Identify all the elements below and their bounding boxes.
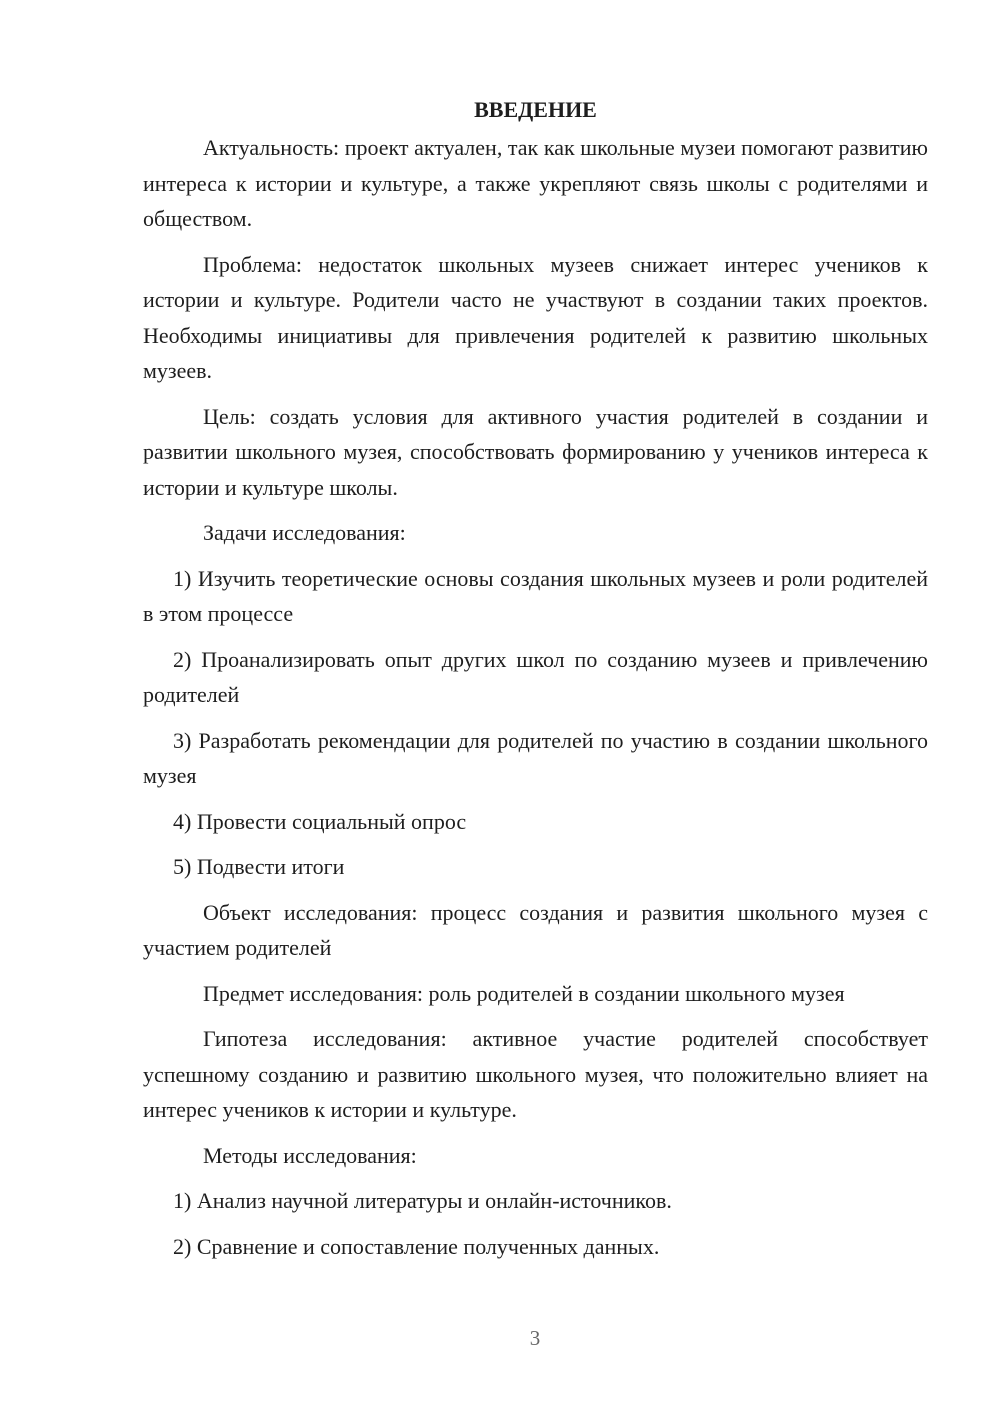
paragraph-goal: Цель: создать условия для активного участия родителей в создании и развитии школьного музея, способствовать формированию у учеников интереса к истории и культуре школы. bbox=[143, 403, 928, 500]
paragraph-hypothesis: Гипотеза исследования: активное участие родителей способствует успешному созданию и развитию школьного музея, что положительно влияет на интерес учеников к истории и культуре. bbox=[143, 1026, 928, 1122]
paragraph-object: Объект исследования: процесс создания и развития школьного музея с участием родителей bbox=[143, 899, 928, 960]
task-item-1: 1) Изучить теоретические основы создания школьных музеев и роли родителей в этом процессе bbox=[143, 565, 928, 626]
paragraph-tasks-heading: Задачи исследования: bbox=[203, 520, 406, 545]
section-title: ВВЕДЕНИЕ bbox=[474, 97, 597, 122]
paragraph-methods-heading: Методы исследования: bbox=[203, 1142, 417, 1168]
task-item-3: 3) Разработать рекомендации для родителей по участию в создании школьного музея bbox=[143, 727, 928, 788]
task-item-5: 5) Подвести итоги bbox=[173, 854, 345, 879]
method-item-2: 2) Сравнение и сопоставление полученных данных. bbox=[173, 1233, 660, 1259]
task-item-4: 4) Провести социальный опрос bbox=[173, 808, 467, 834]
page-content bbox=[143, 92, 928, 1274]
page-number: 3 bbox=[529, 1326, 541, 1350]
method-item-1: 1) Анализ научной литературы и онлайн-источников. bbox=[173, 1188, 672, 1213]
task-item-2: 2) Проанализировать опыт других школ по созданию музеев и привлечению родителей bbox=[143, 646, 928, 707]
paragraph-problem: Проблема: недостаток школьных музеев снижает интерес учеников к истории и культуре. Родители часто не участвуют в создании таких проектов. Необходимы инициативы для привлечения родителей к развитию школьных музеев. bbox=[143, 251, 928, 383]
paragraph-subject: Предмет исследования: роль родителей в создании школьного музея bbox=[203, 980, 845, 1006]
paragraph-relevance: Актуальность: проект актуален, так как школьные музеи помогают развитию интереса к истории и культуре, а также укрепляют связь школы с родителями и обществом. bbox=[143, 135, 928, 231]
